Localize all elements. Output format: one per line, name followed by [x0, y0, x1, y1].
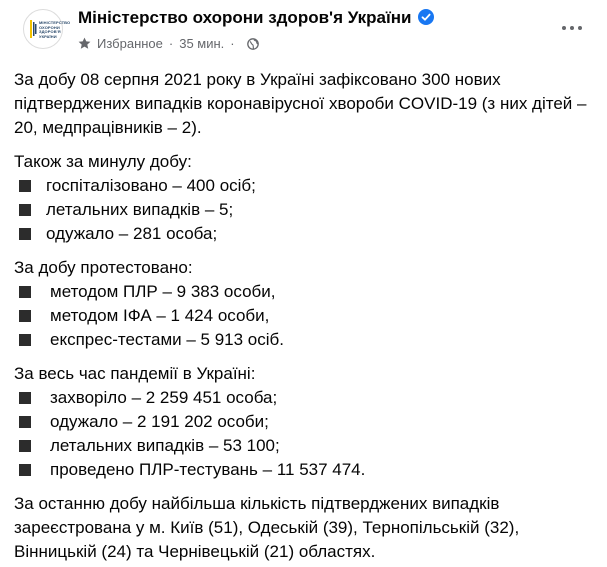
more-options-button[interactable]	[557, 18, 587, 38]
globe-icon	[247, 38, 259, 50]
verified-badge-icon	[418, 9, 434, 25]
list-item: захворіло – 2 259 451 особа;	[14, 386, 589, 410]
list-item: методом ІФА – 1 424 особи,	[14, 304, 589, 328]
list-item: методом ПЛР – 9 383 особи,	[14, 280, 589, 304]
bullet-square-icon	[19, 180, 31, 192]
page-name[interactable]: Міністерство охорони здоров'я України	[78, 8, 412, 27]
bullet-square-icon	[19, 334, 31, 346]
avatar-logo-text: МІНІСТЕРСТВО ОХОРОНИ ЗДОРОВ'Я УКРАЇНИ	[39, 20, 71, 39]
meta-separator: ·	[168, 36, 174, 51]
bullet-square-icon	[19, 228, 31, 240]
bullet-square-icon	[19, 416, 31, 428]
list-item: проведено ПЛР-тестувань – 11 537 474.	[14, 458, 589, 482]
post-header	[14, 0, 593, 64]
list-item: летальних випадків – 5;	[14, 198, 589, 222]
more-options-icon	[570, 26, 574, 30]
bullet-square-icon	[19, 286, 31, 298]
post-timestamp[interactable]: 35 мин.	[179, 36, 225, 51]
section-title: Також за минулу добу:	[14, 152, 192, 171]
bullet-square-icon	[19, 440, 31, 452]
post-meta	[78, 36, 259, 51]
bullet-square-icon	[19, 204, 31, 216]
meta-separator: ·	[230, 36, 235, 51]
list-item: летальних випадків – 53 100;	[14, 434, 589, 458]
section-title: За весь час пандемії в Україні:	[14, 364, 256, 383]
list-item: одужало – 2 191 202 особи;	[14, 410, 589, 434]
more-options-icon	[578, 26, 582, 30]
bullet-square-icon	[19, 464, 31, 476]
list-item: експрес-тестами – 5 913 осіб.	[14, 328, 589, 352]
list-item: одужало – 281 особа;	[14, 222, 589, 246]
page-name-link[interactable]	[78, 8, 434, 28]
list-item: госпіталізовано – 400 осіб;	[14, 174, 589, 198]
bullet-square-icon	[19, 310, 31, 322]
audience-label: Избранное	[97, 36, 163, 51]
ministry-logo-icon	[30, 20, 37, 38]
section-title: За добу протестовано:	[14, 258, 193, 277]
page-avatar[interactable]	[23, 9, 71, 49]
post-outro-text: За останню добу найбільша кількість підтверджених випадків зареєстрована у м. Київ (51), Одеській (39), Тернопільській (32), Вінницькій (24) та Чернівецькій (21) областях.	[14, 494, 520, 561]
star-favorites-icon	[78, 37, 91, 50]
post-intro-text: За добу 08 серпня 2021 року в Україні зафіксовано 300 нових підтверджених випадків коронавірусної хвороби COVID-19 (з них дітей – 20, медпрацівників – 2).	[14, 70, 587, 137]
post-body	[14, 68, 589, 564]
more-options-icon	[562, 26, 566, 30]
bullet-square-icon	[19, 392, 31, 404]
